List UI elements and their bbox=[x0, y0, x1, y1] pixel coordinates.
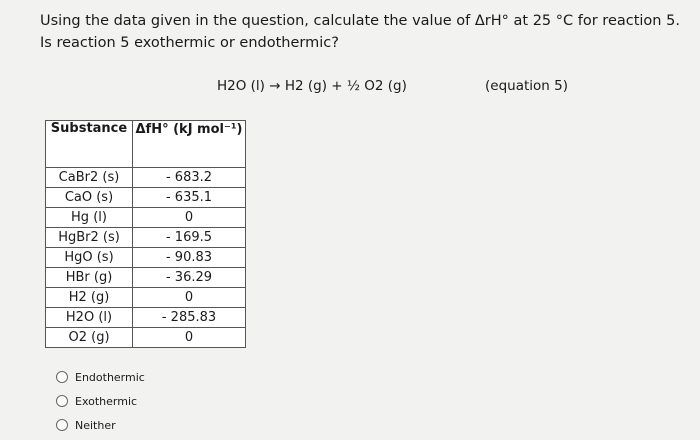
substance-cell: HgBr2 (s) bbox=[46, 228, 133, 248]
option-label: Endothermic bbox=[75, 370, 145, 384]
radio-button[interactable] bbox=[56, 395, 68, 407]
substance-cell: O2 (g) bbox=[46, 328, 133, 348]
enthalpy-cell: 0 bbox=[133, 328, 246, 348]
enthalpy-cell: - 635.1 bbox=[133, 188, 246, 208]
option-endothermic[interactable] bbox=[56, 365, 145, 389]
answer-options bbox=[56, 365, 145, 437]
table-row bbox=[46, 308, 246, 328]
reaction-equation: H2O (l) → H2 (g) + ½ O2 (g) bbox=[217, 78, 407, 94]
table-row bbox=[46, 188, 246, 208]
substance-cell: H2O (l) bbox=[46, 308, 133, 328]
table-row bbox=[46, 248, 246, 268]
option-neither[interactable] bbox=[56, 413, 145, 437]
table-row bbox=[46, 288, 246, 308]
enthalpy-header: ΔfH° (kJ mol⁻¹) bbox=[133, 121, 246, 168]
option-label: Neither bbox=[75, 418, 116, 432]
option-label: Exothermic bbox=[75, 394, 138, 408]
substance-cell: HBr (g) bbox=[46, 268, 133, 288]
enthalpy-cell: 0 bbox=[133, 288, 246, 308]
table-row bbox=[46, 268, 246, 288]
substance-cell: HgO (s) bbox=[46, 248, 133, 268]
enthalpy-table bbox=[45, 120, 246, 348]
equation-label: (equation 5) bbox=[485, 78, 568, 94]
table-header-row bbox=[46, 121, 246, 168]
substance-header: Substance bbox=[46, 121, 133, 168]
enthalpy-cell: - 285.83 bbox=[133, 308, 246, 328]
radio-button[interactable] bbox=[56, 371, 68, 383]
table-row bbox=[46, 328, 246, 348]
table-row bbox=[46, 228, 246, 248]
question-text: Using the data given in the question, calculate the value of ΔrH° at 25 °C for reaction 5. Is reaction 5 exothermic or endothermic? bbox=[40, 13, 680, 51]
table-row bbox=[46, 208, 246, 228]
table-row bbox=[46, 168, 246, 188]
radio-button[interactable] bbox=[56, 419, 68, 431]
option-exothermic[interactable] bbox=[56, 389, 145, 413]
substance-cell: H2 (g) bbox=[46, 288, 133, 308]
enthalpy-cell: - 683.2 bbox=[133, 168, 246, 188]
enthalpy-cell: - 36.29 bbox=[133, 268, 246, 288]
enthalpy-cell: 0 bbox=[133, 208, 246, 228]
enthalpy-cell: - 169.5 bbox=[133, 228, 246, 248]
substance-cell: Hg (l) bbox=[46, 208, 133, 228]
enthalpy-cell: - 90.83 bbox=[133, 248, 246, 268]
equation-row bbox=[0, 76, 700, 98]
substance-cell: CaO (s) bbox=[46, 188, 133, 208]
substance-cell: CaBr2 (s) bbox=[46, 168, 133, 188]
